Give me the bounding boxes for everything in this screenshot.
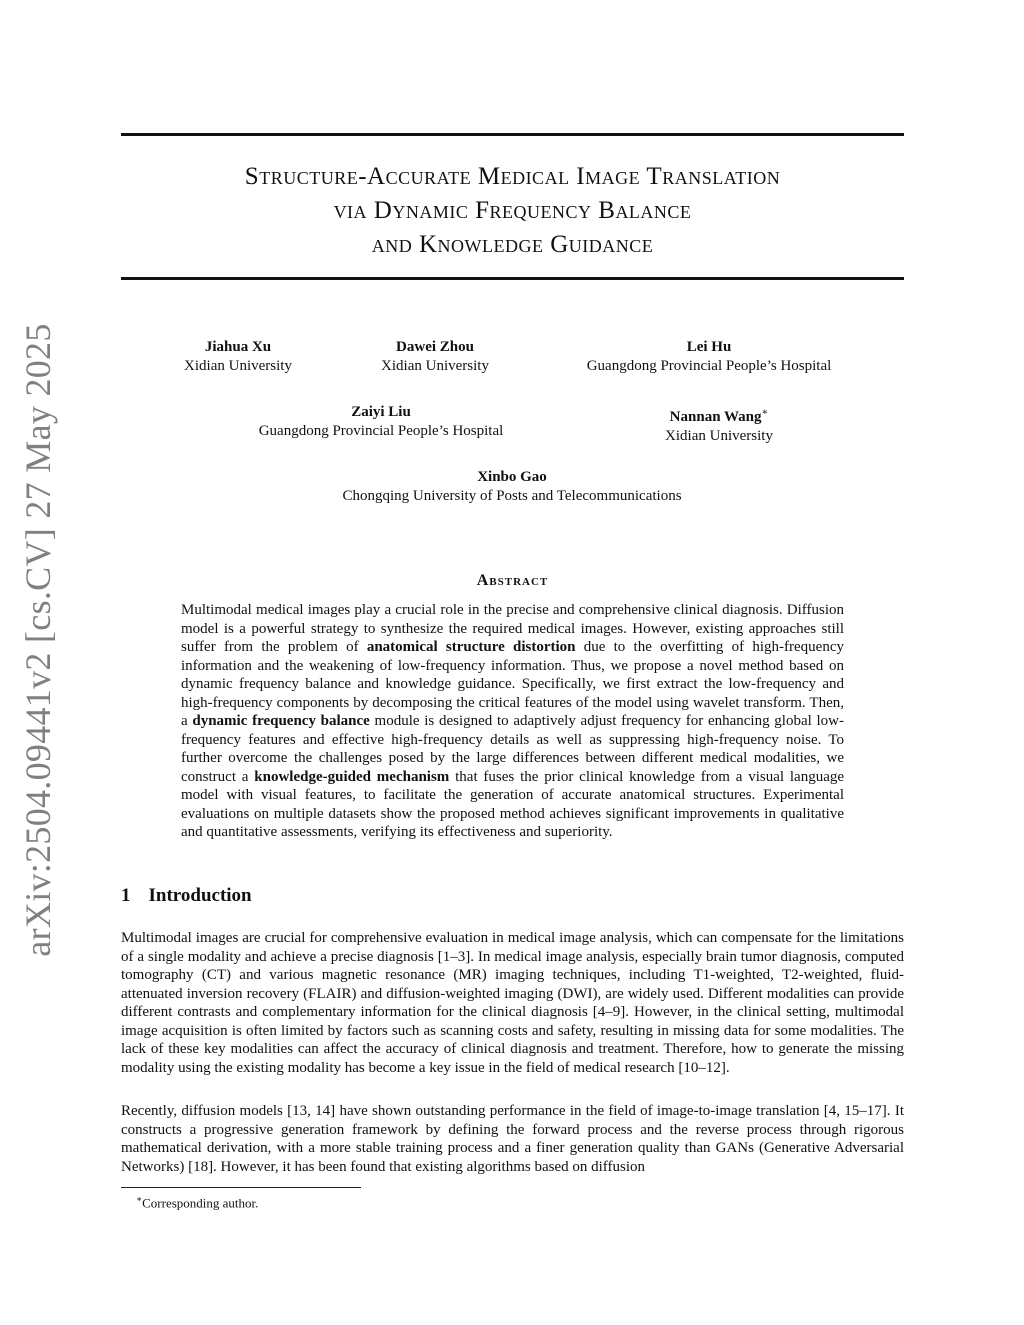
abstract-segment: module is designed to adaptively adjust frequency for enhancing global low-frequency features and effective high-frequency details as well as suppressing high-frequency noise. To further overcome the challenges posed by the large differences between different medical modalities, we construct a [181,713,844,785]
title-rule-bottom [121,277,904,280]
title-line: Structure-Accurate Medical Image Translation [244,163,781,190]
title-rule-top [121,133,904,136]
title-line: via Dynamic Frequency Balance [333,197,692,224]
author-name-text: Nannan Wang [669,409,762,425]
footnote [136,1191,258,1211]
author-name: Zaiyi Liu [351,404,411,420]
footnote-rule [121,1187,361,1188]
author [342,468,681,506]
section-title: Introduction [148,885,252,906]
footnote-mark: ∗ [136,1194,143,1204]
author [184,338,292,376]
abstract-emphasis: anatomical structure distortion [366,639,576,655]
section-number: 1 [121,885,131,906]
title-line: and Knowledge Guidance [371,231,654,258]
author [665,403,773,446]
author-affiliation: Guangdong Provincial People’s Hospital [586,358,832,374]
abstract-emphasis: knowledge-guided mechanism [254,768,450,785]
abstract-text [181,601,844,842]
author [587,338,832,376]
body-paragraph: Multimodal images are crucial for comprehensive evaluation in medical image analysis, which can compensate for the limitations of a single modality and achieve a precise diagnosis [1–3]. In medical image analysis, especially brain tumor diagnosis, computed tomography (CT) and various magnetic resonance (MR) imaging techniques, including T1-weighted, T2-weighted, fluid-attenuated inversion recovery (FLAIR) and diffusion-weighted imaging (DWI), are widely used. Different modalities can provide different contrasts and complementary information for the clinical diagnosis [4–9]. However, in the clinical setting, multimodal image acquisition is often limited by factors such as scanning costs and safety, resulting in missing data for some modalities. The lack of these key modalities can affect the accuracy of clinical diagnosis and treatment. Therefore, how to generate the missing modality using the existing modality has become a key issue in the field of medical research [10–12]. [121,930,904,1076]
footnote-text: Corresponding author. [142,1195,259,1211]
corresponding-author-mark: ∗ [761,407,769,418]
author [381,338,489,376]
author-affiliation: Guangdong Provincial People’s Hospital [258,423,504,439]
author-name: Jiahua Xu [204,339,272,355]
author-name [665,403,773,427]
author-affiliation: Chongqing University of Posts and Telecommunications [342,488,682,504]
arxiv-identifier: arXiv:2504.09441v2 [cs.CV] 27 May 2025 [18,323,58,957]
paper-title [121,160,904,262]
body-paragraph: Recently, diffusion models [13, 14] have shown outstanding performance in the field of image-to-image translation [4, 15–17]. It constructs a progressive generation framework by defining the forward process and the reverse process through rigorous mathematical derivation, with a more stable training process and a finer generation quality than GANs (Generative Adversarial Networks) [18]. However, it has been found that existing algorithms based on diffusion [121,1103,904,1175]
section-heading [121,885,252,907]
author-affiliation: Xidian University [184,358,292,374]
author-affiliation: Xidian University [665,428,773,444]
abstract-segment: Multimodal medical images play a crucial role in the precise and comprehensive clinical diagnosis. Diffusion model is a powerful strategy to synthesize the required medical images. However, existing approaches still suffer from the problem of [181,602,844,655]
author-name: Lei Hu [686,339,732,355]
abstract-segment: that fuses the prior clinical knowledge from a visual language model with visual features, to facilitate the generation of accurate anatomical structures. Experimental evaluations on multiple datasets show the proposed method achieves significant improvements in qualitative and quantitative assessments, verifying its effectiveness and superiority. [181,768,845,840]
abstract-emphasis: dynamic frequency balance [192,713,370,729]
abstract-heading: Abstract [476,572,549,589]
author [259,403,504,441]
author-name: Xinbo Gao [477,469,547,485]
abstract-segment: due to the overfitting of high-frequency information and the weakening of low-frequency information. Thus, we propose a novel method based on dynamic frequency balance and knowledge guidance. Specifically, we first extract the low-frequency and high-frequency components by decomposing the critical features of the model using wavelet transform. Then, a [181,639,844,729]
author-name: Dawei Zhou [396,339,474,355]
author-affiliation: Xidian University [381,358,489,374]
